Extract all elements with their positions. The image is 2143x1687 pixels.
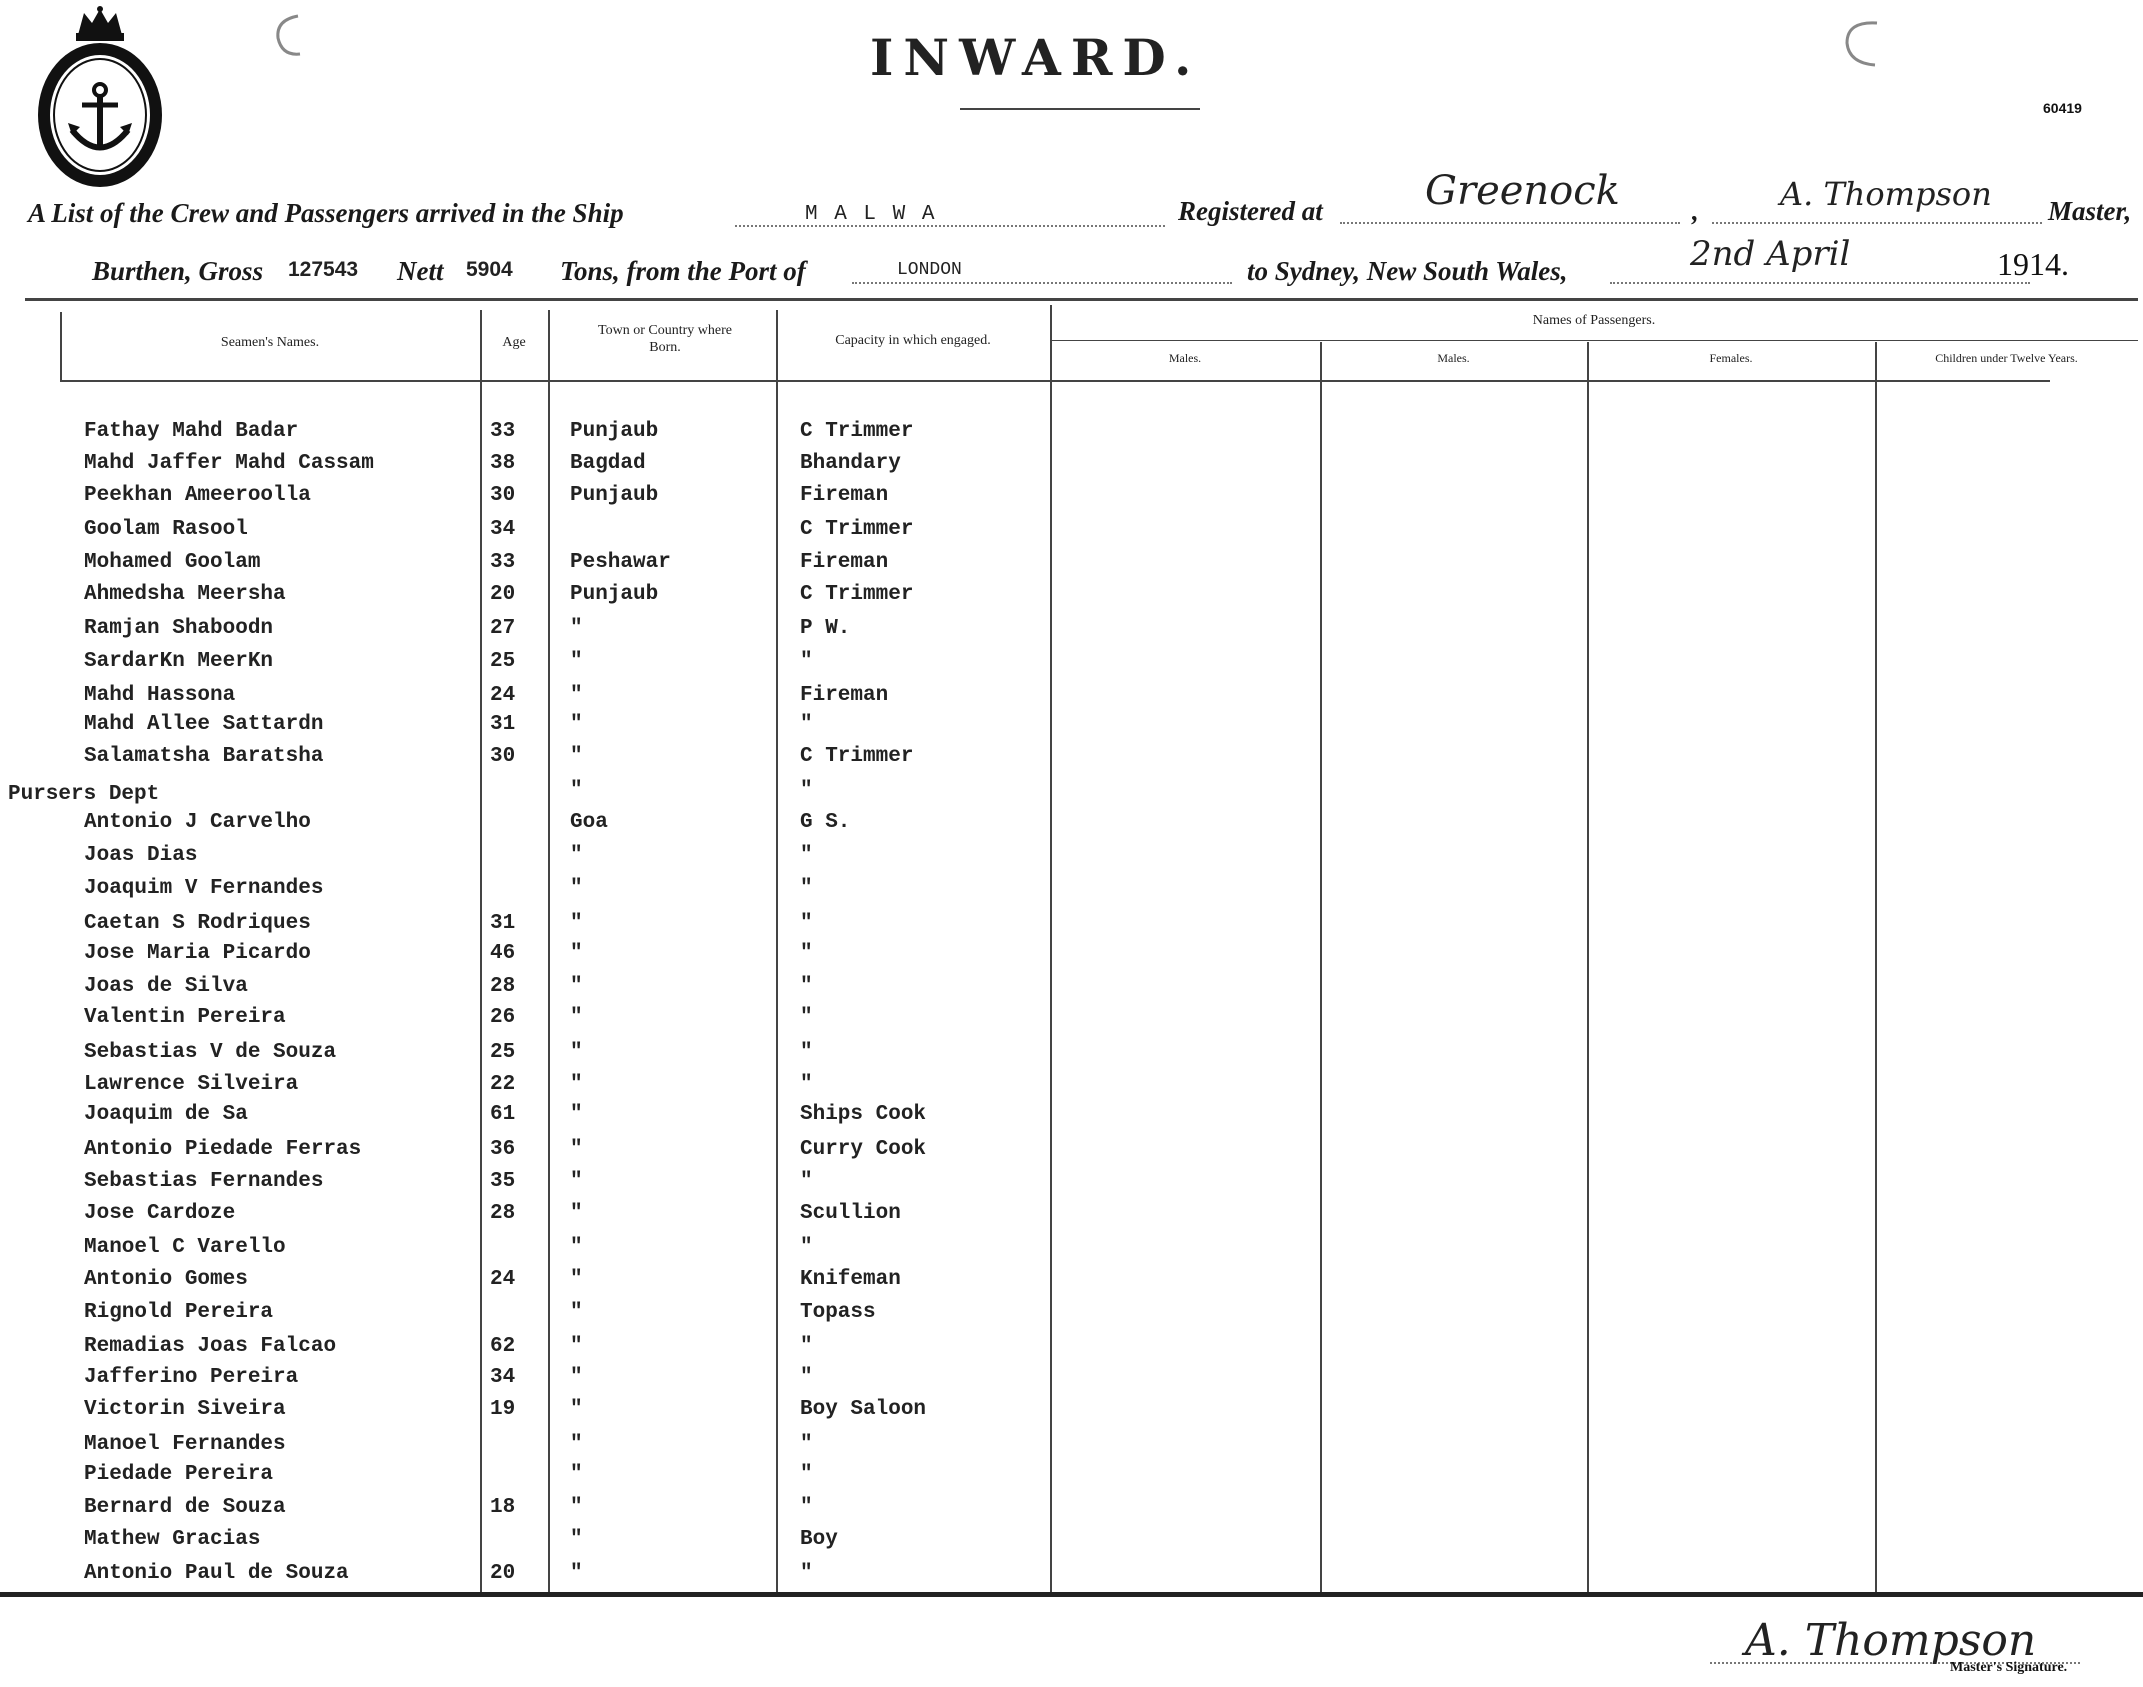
- table-row: [0, 942, 1100, 972]
- col-rule-males2: [1320, 342, 1322, 1592]
- table-row: [0, 650, 1100, 680]
- row-town: Peshawar: [570, 551, 671, 574]
- master-label: Master,: [2048, 196, 2132, 226]
- row-town: ": [570, 650, 583, 673]
- table-row: [0, 877, 1100, 907]
- row-age: 25: [490, 650, 516, 673]
- row-age: 28: [490, 1202, 516, 1225]
- col-rule-children: [1875, 342, 1877, 1592]
- row-capacity: ": [800, 1236, 813, 1259]
- table-row: [0, 1528, 1100, 1558]
- table-row: [0, 583, 1100, 613]
- header-age: Age: [502, 335, 526, 350]
- tons-from-label: Tons, from the Port of: [560, 256, 806, 286]
- row-name: Joaquim V Fernandes: [84, 877, 324, 900]
- row-capacity: ": [800, 1170, 813, 1193]
- row-town: ": [570, 713, 583, 736]
- row-town: ": [570, 912, 583, 935]
- master-signature: A. Thompson: [1745, 1615, 2037, 1666]
- header-town: Town or Country where Born.: [598, 323, 732, 355]
- header-children: Children under Twelve Years.: [1935, 351, 2078, 365]
- row-name: Bernard de Souza: [84, 1496, 286, 1519]
- row-town: ": [570, 844, 583, 867]
- row-town: ": [570, 1528, 583, 1551]
- row-name: Joaquim de Sa: [84, 1103, 248, 1126]
- row-age: 31: [490, 713, 516, 736]
- table-row: [0, 420, 1100, 450]
- row-town: ": [570, 1433, 583, 1456]
- page-title: INWARD.: [870, 28, 1202, 87]
- row-capacity: ": [800, 1335, 813, 1358]
- row-name: Antonio Paul de Souza: [84, 1562, 349, 1585]
- gross-tons: 127543: [288, 258, 359, 281]
- row-name: Caetan S Rodriques: [84, 912, 311, 935]
- row-name: Piedade Pereira: [84, 1463, 274, 1486]
- title-rule: [960, 108, 1200, 110]
- row-name: Mahd Hassona: [84, 684, 236, 707]
- row-capacity: Fireman: [800, 484, 889, 507]
- row-age: 38: [490, 452, 516, 475]
- row-name: Jafferino Pereira: [84, 1366, 299, 1389]
- row-capacity: Scullion: [800, 1202, 901, 1225]
- comma: ,: [1692, 196, 1699, 226]
- master-name: A. Thompson: [1780, 175, 1992, 213]
- row-age: 35: [490, 1170, 516, 1193]
- table-row: [0, 1103, 1100, 1133]
- row-age: 24: [490, 1268, 516, 1291]
- row-name: Joas Dias: [84, 844, 198, 867]
- table-row: [0, 1398, 1100, 1428]
- table-row: [0, 1041, 1100, 1071]
- table-row: [0, 745, 1100, 775]
- table-row: [0, 1562, 1100, 1592]
- table-row: [0, 1463, 1100, 1493]
- row-town: ": [570, 1041, 583, 1064]
- row-capacity: C Trimmer: [800, 745, 914, 768]
- table-row: [0, 1301, 1100, 1331]
- row-town: ": [570, 1398, 583, 1421]
- table-row: [0, 484, 1100, 514]
- row-town: Bagdad: [570, 452, 646, 475]
- row-name: Mohamed Goolam: [84, 551, 261, 574]
- table-row: [0, 1170, 1100, 1200]
- row-age: 30: [490, 745, 516, 768]
- row-age: 22: [490, 1073, 516, 1096]
- table-top-rule: [25, 298, 2138, 301]
- row-capacity: Boy Saloon: [800, 1398, 927, 1421]
- row-capacity: ": [800, 1463, 813, 1486]
- row-town: ": [570, 684, 583, 707]
- row-name: Antonio Piedade Ferras: [84, 1138, 362, 1161]
- row-name: Salamatsha Baratsha: [84, 745, 324, 768]
- row-name: Antonio Gomes: [84, 1268, 248, 1291]
- row-town: ": [570, 1006, 583, 1029]
- row-age: 33: [490, 420, 516, 443]
- passengers-sub-rule: [1050, 340, 2138, 341]
- table-row: [0, 713, 1100, 743]
- row-age: 19: [490, 1398, 516, 1421]
- punch-mark-left: [270, 10, 310, 60]
- row-town: Punjaub: [570, 420, 659, 443]
- to-sydney-label: to Sydney, New South Wales,: [1247, 256, 1568, 286]
- row-capacity: ": [800, 1433, 813, 1456]
- row-capacity: ": [800, 650, 813, 673]
- row-age: 36: [490, 1138, 516, 1161]
- row-town: ": [570, 1366, 583, 1389]
- row-town: ": [570, 942, 583, 965]
- row-age: 18: [490, 1496, 516, 1519]
- row-age: 31: [490, 912, 516, 935]
- shipping-masters-seal: [30, 5, 170, 190]
- row-name: Lawrence Silveira: [84, 1073, 299, 1096]
- arrival-date: 2nd April: [1690, 234, 1851, 274]
- row-town: ": [570, 779, 583, 802]
- nett-tons: 5904: [466, 258, 513, 281]
- row-town: ": [570, 1170, 583, 1193]
- nett-label: Nett: [397, 256, 444, 286]
- table-row: [0, 617, 1100, 647]
- row-capacity: C Trimmer: [800, 420, 914, 443]
- table-row: [0, 1335, 1100, 1365]
- table-row: [0, 1006, 1100, 1036]
- row-capacity: Bhandary: [800, 452, 901, 475]
- row-capacity: Curry Cook: [800, 1138, 927, 1161]
- header-males-1: Males.: [1168, 351, 1202, 365]
- row-capacity: ": [800, 975, 813, 998]
- row-name: Jose Cardoze: [84, 1202, 236, 1225]
- header-passengers: Names of Passengers.: [1532, 313, 1656, 328]
- row-town: ": [570, 1335, 583, 1358]
- table-bottom-rule: [0, 1592, 2143, 1597]
- row-age: 62: [490, 1335, 516, 1358]
- row-town: ": [570, 1562, 583, 1585]
- table-row: [0, 452, 1100, 482]
- row-town: Punjaub: [570, 583, 659, 606]
- row-name: Mahd Allee Sattardn: [84, 713, 324, 736]
- list-heading: A List of the Crew and Passengers arrived in the Ship: [28, 198, 624, 228]
- row-town: ": [570, 1073, 583, 1096]
- row-age: 24: [490, 684, 516, 707]
- table-row: [0, 975, 1100, 1005]
- table-row: [0, 1496, 1100, 1526]
- row-name: Ramjan Shaboodn: [84, 617, 274, 640]
- row-capacity: ": [800, 779, 813, 802]
- table-row: [0, 1073, 1100, 1103]
- row-capacity: ": [800, 1006, 813, 1029]
- table-row: [0, 779, 1100, 809]
- row-age: 46: [490, 942, 516, 965]
- row-town: ": [570, 1463, 583, 1486]
- row-age: 30: [490, 484, 516, 507]
- row-town: ": [570, 1268, 583, 1291]
- table-row: [0, 551, 1100, 581]
- signature-label: Master's Signature.: [1950, 1660, 2068, 1675]
- row-age: 33: [490, 551, 516, 574]
- row-town: ": [570, 1236, 583, 1259]
- row-town: ": [570, 617, 583, 640]
- row-capacity: Boy: [800, 1528, 838, 1551]
- row-capacity: ": [800, 1041, 813, 1064]
- row-capacity: Fireman: [800, 551, 889, 574]
- row-capacity: ": [800, 844, 813, 867]
- row-name: Rignold Pereira: [84, 1301, 274, 1324]
- row-capacity: ": [800, 1562, 813, 1585]
- row-age: 27: [490, 617, 516, 640]
- row-name: Manoel C Varello: [84, 1236, 286, 1259]
- row-name: Manoel Fernandes: [84, 1433, 286, 1456]
- row-name: Mathew Gracias: [84, 1528, 261, 1551]
- row-capacity: ": [800, 1496, 813, 1519]
- row-town: ": [570, 1301, 583, 1324]
- row-town: ": [570, 1202, 583, 1225]
- row-age: 34: [490, 518, 516, 541]
- table-row: [0, 1236, 1100, 1266]
- table-row: [0, 1433, 1100, 1463]
- row-capacity: ": [800, 877, 813, 900]
- row-name: Antonio J Carvelho: [84, 811, 311, 834]
- row-age: 20: [490, 583, 516, 606]
- row-town: ": [570, 1138, 583, 1161]
- table-row: [0, 844, 1100, 874]
- arrival-year: 1914.: [1997, 246, 2069, 282]
- row-name: Remadias Joas Falcao: [84, 1335, 337, 1358]
- header-females: Females.: [1709, 351, 1753, 365]
- row-capacity: C Trimmer: [800, 583, 914, 606]
- row-age: 20: [490, 1562, 516, 1585]
- table-row: [0, 912, 1100, 942]
- section-label-pursers: Pursers Dept: [8, 783, 160, 806]
- row-name: SardarKn MeerKn: [84, 650, 274, 673]
- row-town: Goa: [570, 811, 608, 834]
- row-age: 26: [490, 1006, 516, 1029]
- table-row: [0, 684, 1100, 714]
- row-capacity: ": [800, 942, 813, 965]
- ship-name: M A L W A: [805, 203, 937, 226]
- row-name: Goolam Rasool: [84, 518, 248, 541]
- row-town: ": [570, 975, 583, 998]
- row-capacity: Knifeman: [800, 1268, 901, 1291]
- row-name: Ahmedsha Meersha: [84, 583, 286, 606]
- row-name: Mahd Jaffer Mahd Cassam: [84, 452, 374, 475]
- row-capacity: ": [800, 912, 813, 935]
- row-age: 25: [490, 1041, 516, 1064]
- row-capacity: Topass: [800, 1301, 876, 1324]
- row-name: Fathay Mahd Badar: [84, 420, 299, 443]
- punch-mark-right: [1835, 15, 1885, 70]
- row-town: ": [570, 745, 583, 768]
- row-capacity: ": [800, 1366, 813, 1389]
- table-row: [0, 811, 1100, 841]
- table-row: [0, 1138, 1100, 1168]
- col-rule-females: [1587, 342, 1589, 1592]
- header-capacity: Capacity in which engaged.: [835, 333, 991, 348]
- row-capacity: C Trimmer: [800, 518, 914, 541]
- registered-port: Greenock: [1425, 168, 1620, 214]
- burthen-label: Burthen, Gross: [92, 256, 264, 286]
- row-age: 28: [490, 975, 516, 998]
- row-name: Victorin Siveira: [84, 1398, 286, 1421]
- row-capacity: G S.: [800, 811, 851, 834]
- row-town: ": [570, 1496, 583, 1519]
- row-age: 61: [490, 1103, 516, 1126]
- registered-label: Registered at: [1178, 196, 1323, 226]
- row-town: ": [570, 877, 583, 900]
- doc-number: 60419: [2043, 100, 2082, 116]
- row-capacity: P W.: [800, 617, 851, 640]
- row-name: Jose Maria Picardo: [84, 942, 311, 965]
- table-row: [0, 1268, 1100, 1298]
- table-row: [0, 1202, 1100, 1232]
- table-row: [0, 1366, 1100, 1396]
- row-town: ": [570, 1103, 583, 1126]
- header-males-2: Males.: [1437, 351, 1470, 365]
- row-name: Valentin Pereira: [84, 1006, 286, 1029]
- row-capacity: ": [800, 713, 813, 736]
- row-name: Sebastias V de Souza: [84, 1041, 337, 1064]
- row-capacity: Fireman: [800, 684, 889, 707]
- table-header-rule: [60, 380, 2050, 382]
- row-age: 34: [490, 1366, 516, 1389]
- row-name: Sebastias Fernandes: [84, 1170, 324, 1193]
- table-row: [0, 518, 1100, 548]
- row-name: Peekhan Ameeroolla: [84, 484, 311, 507]
- row-capacity: Ships Cook: [800, 1103, 927, 1126]
- header-seamens-names: Seamen's Names.: [220, 335, 320, 350]
- row-name: Joas de Silva: [84, 975, 248, 998]
- from-port: LONDON: [897, 260, 962, 280]
- row-capacity: ": [800, 1073, 813, 1096]
- row-town: Punjaub: [570, 484, 659, 507]
